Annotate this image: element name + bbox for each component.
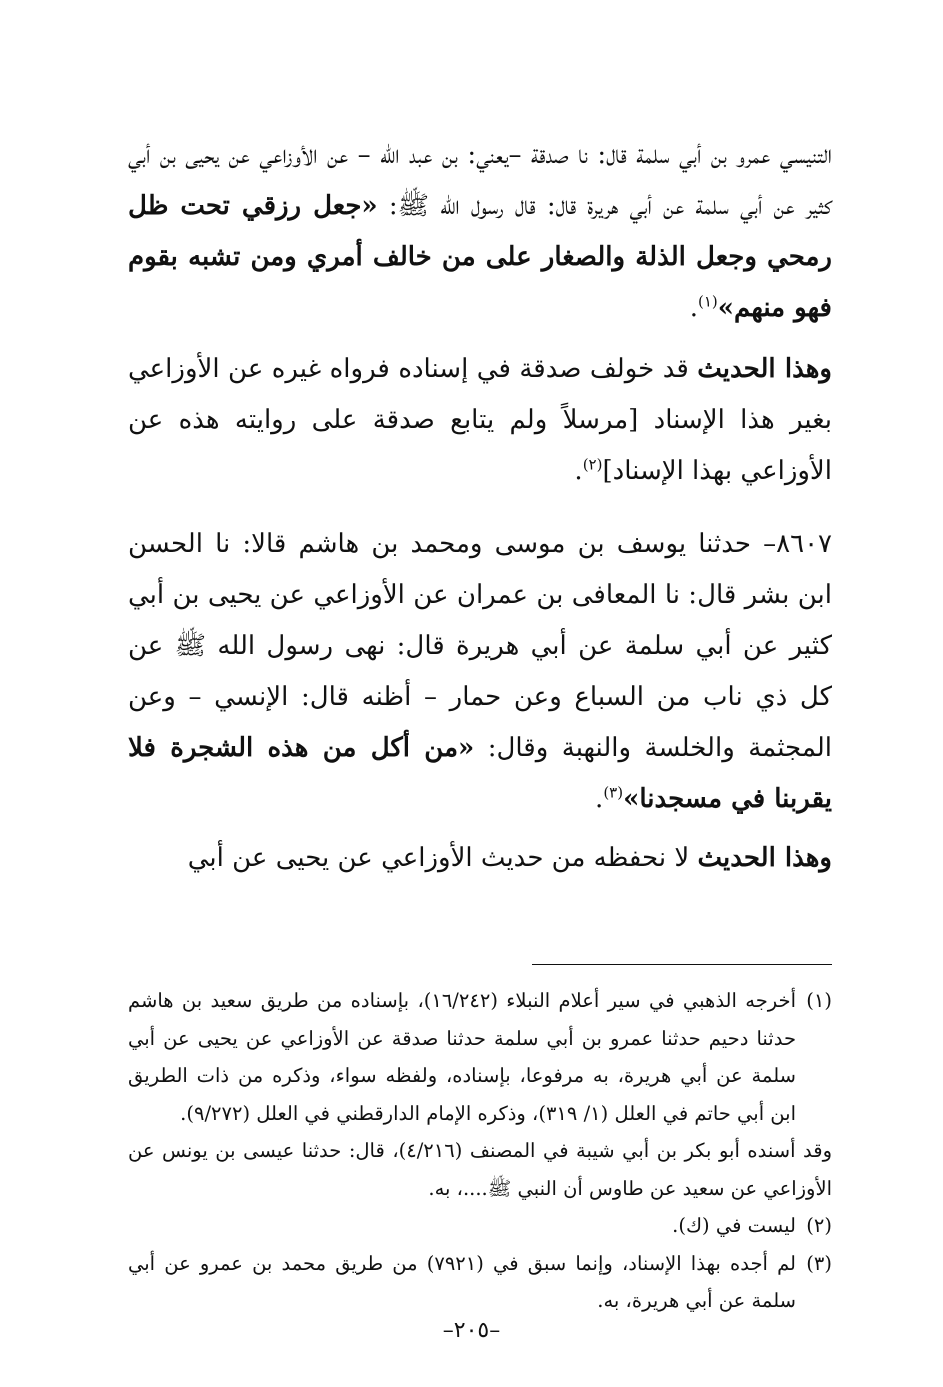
footnote-1-continued	[128, 1132, 832, 1207]
paragraph-text: التنيسي عمرو بن أبي سلمة قال: نا صدقة –يعني: بن عبد الله – عن الأوزاعي عن يحيى بن أبي كثير عن أبي سلمة عن أبي هريرة قال: قال رسول الله ﷺ:	[128, 140, 832, 221]
footnote-text: ليست في (ك).	[672, 1214, 796, 1237]
hadith-quote: «جعل رزقي تحت ظل رمحي وجعل الذلة والصغار على من خالف أمري ومن تشبه بقوم فهو منهم»	[128, 191, 832, 323]
footnote-ref: (١)	[698, 292, 718, 311]
footnote-text: وقد أسنده أبو بكر بن أبي شيبة في المصنف (٤/٢١٦)، قال: حدثنا عيسى بن يونس عن الأوزاعي عن سعيد عن طاوس أن النبي ﷺ....، به.	[128, 1139, 832, 1200]
footnote-ref: (٣)	[603, 783, 624, 802]
paragraph-hadith-8606-end	[128, 130, 832, 334]
footnote-number: (١)	[806, 989, 832, 1012]
paragraph-commentary	[128, 344, 832, 497]
paragraph-text: ٨٦٠٧– حدثنا يوسف بن موسى ومحمد بن هاشم قالا: نا الحسن ابن بشر قال: نا المعافى بن عمران عن الأوزاعي عن يحيى بن أبي كثير عن أبي سلمة عن أبي هريرة قال: نهى رسول الله ﷺ عن كل ذي ناب من السباع وعن حمار – أظنه قال: الإنسي – وعن المجثمة والخلسة والنهبة وقال:	[128, 529, 832, 763]
footnote-1	[128, 982, 832, 1132]
footnote-divider	[532, 964, 832, 965]
paragraph-commentary-2	[128, 833, 832, 884]
commentary-lead: وهذا الحديث	[697, 843, 832, 873]
footnote-3	[128, 1245, 832, 1320]
main-text	[128, 130, 832, 884]
hadith-quote: «من أكل من هذه الشجرة فلا يقربنا في مسجدنا»	[128, 733, 832, 814]
page-number: –٢٠٥–	[442, 1318, 501, 1343]
paragraph-end: .	[574, 456, 583, 486]
paragraph-hadith-8607	[128, 519, 832, 825]
footnote-text: أخرجه الذهبي في سير أعلام النبلاء (١٦/٢٤٢)، بإسناده من طريق سعيد بن هاشم حدثنا دحيم حدثنا عمرو بن أبي سلمة حدثنا صدقة عن الأوزاعي عن يحيى عن أبي سلمة عن أبي هريرة، به مرفوعا، بإسناده، ولفظه سواء، وذكره من ذات الطريق ابن أبي حاتم في العلل (١/ ٣١٩)، وذكره الإمام الدارقطني في العلل (٩/٢٧٢).	[128, 989, 796, 1125]
commentary-lead: وهذا الحديث	[697, 354, 832, 384]
paragraph-text: لا نحفظه من حديث الأوزاعي عن يحيى عن أبي	[187, 843, 698, 873]
footnote-number: (٣)	[806, 1251, 832, 1275]
footnotes	[128, 982, 832, 1320]
footnote-ref: (٢)	[582, 455, 603, 474]
footnote-2	[128, 1207, 832, 1245]
paragraph-end: .	[689, 293, 698, 323]
footnote-text: لم أجده بهذا الإسناد، وإنما سبق في (٧٩٢١) من طريق محمد بن عمرو عن أبي سلمة عن أبي هريرة، به.	[128, 1251, 796, 1312]
page-body	[128, 130, 832, 1312]
paragraph-text: قد خولف صدقة في إسناده فرواه غيره عن الأوزاعي بغير هذا الإسناد [مرسلاً ولم يتابع صدقة على روايته هذه عن الأوزاعي بهذا الإسناد]	[128, 354, 832, 486]
footnote-number: (٢)	[806, 1214, 832, 1237]
paragraph-end: .	[595, 784, 604, 814]
